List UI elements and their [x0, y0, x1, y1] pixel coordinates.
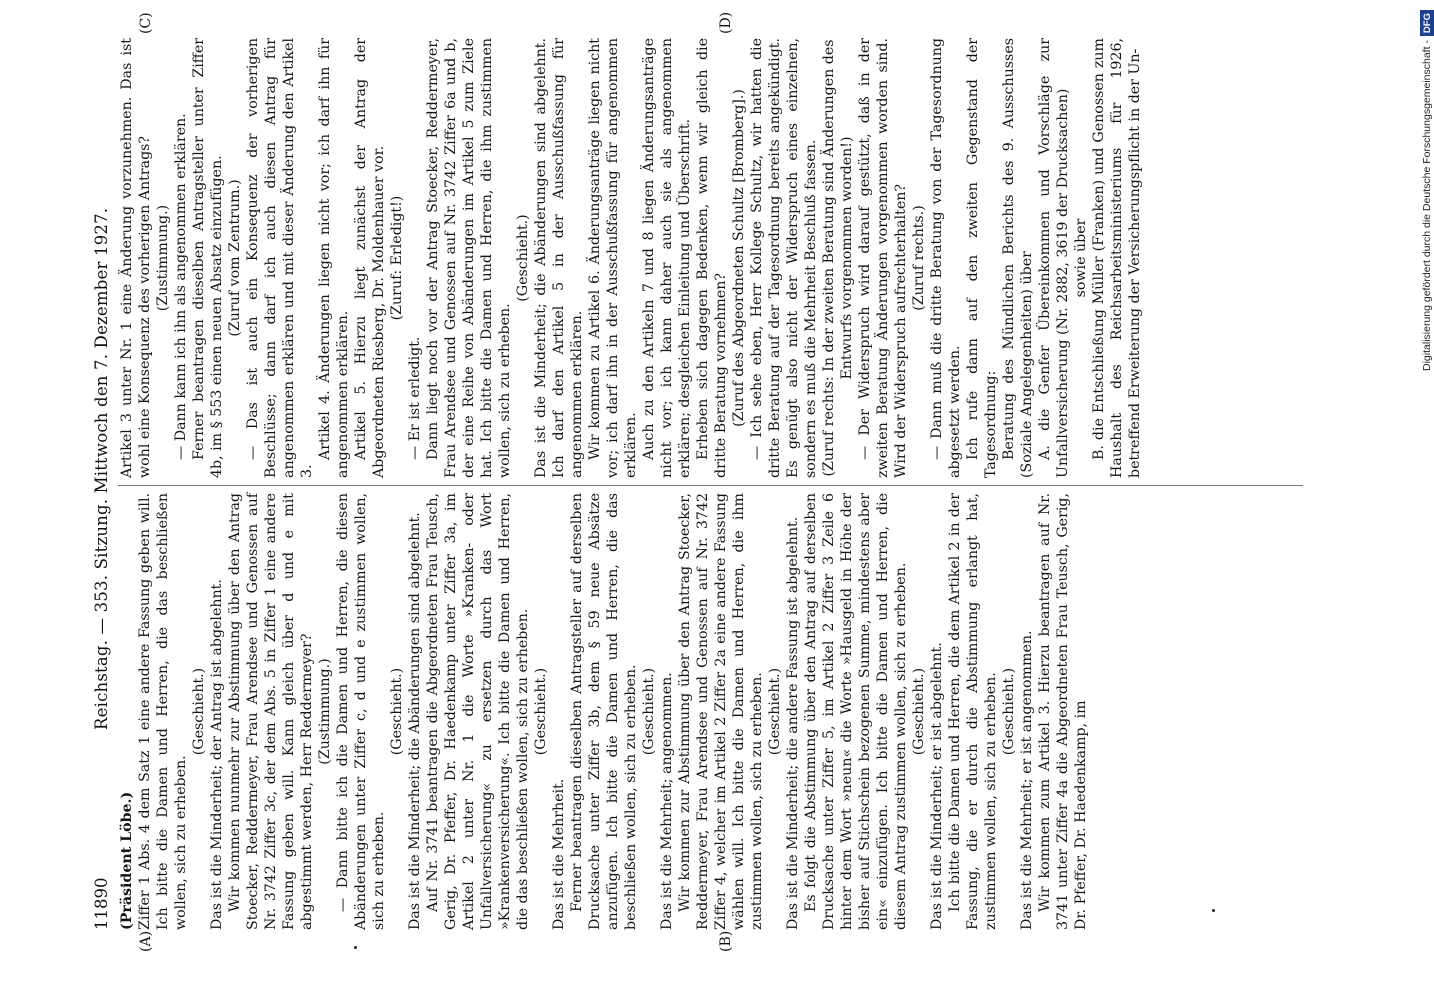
paragraph: Auch zu den Artikeln 7 und 8 liegen Änderungsanträge nicht vor; ich kann daher auch sie als angenommen erklären; desgleichen Einleitung und Überschrift.	[641, 38, 693, 478]
paragraph: Es folgt die Abstimmung über den Antrag auf derselben Drucksache unter Ziffer 5, im Artikel 2 Ziffer 3 Zeile 6 hinter dem Wort »neun« die Worte »Hausgeld in Höhe der bisher auf Stichschein bezogenen Summe, mindestens aber ein« einzufügen. Ich bitte die Damen und Herren, die diesem Antrag zustimmen wollen, sich zu erheben.	[803, 493, 909, 930]
page-number: 11890	[92, 877, 111, 930]
paragraph: Wir kommen nunmehr zur Abstimmung über den Antrag Stoecker, Reddermeyer, Frau Arendsee und Genossen auf Nr. 3742 Ziffer 3c, der dem Abs. 5 in Ziffer 1 eine andere Fassung geben will. Kann gleich über d und e mit abgestimmt werden, Herr Reddermeyer?	[227, 493, 315, 930]
stage-direction: (Geschieht.)	[641, 667, 657, 756]
stage-direction: (Geschieht.)	[767, 667, 783, 756]
paragraph: Das ist die Minderheit; er ist abgelehnt.	[929, 642, 945, 930]
stage-direction: (Zustimmung.)	[155, 204, 171, 312]
paragraph: Das ist die Minderheit; die Abänderungen sind abgelehnt. Ich darf den Artikel 5 in der Ausschußfassung für angenommen erklären.	[533, 38, 585, 478]
stage-direction: (Zuruf des Abgeordneten Schultz [Bromberg].)	[731, 89, 747, 427]
credit-text: Digitalisierung gefördert durch die Deutsche Forschungsgemeinschaft -	[1421, 40, 1433, 371]
paragraph: Ferner beantragen dieselben Antragsteller unter Ziffer 4b, im § 553 einen neuen Absatz einzufügen.	[191, 38, 225, 478]
paragraph: — Dann kann ich ihn als angenommen erklären.	[173, 113, 189, 460]
paragraph: Artikel 4. Änderungen liegen nicht vor; ich darf ihn für angenommen erklären.	[317, 38, 351, 478]
digitization-footer	[1419, 10, 1434, 995]
stage-direction: (Geschieht.)	[515, 214, 531, 302]
stage-direction: (Geschieht.)	[1001, 667, 1017, 756]
paragraph: Das ist die Minderheit; die Abänderungen sind abgelehnt.	[407, 512, 423, 930]
paragraph: B. die Entschließung Müller (Franken) und Genossen zum Haushalt des Reichsarbeitsministeriums für 1926, betreffend Erweiterung der Versicherungspflicht in der Un-	[1091, 38, 1143, 478]
margin-marker-c: (C)	[138, 12, 154, 34]
right-column	[118, 38, 1144, 478]
dfg-logo: DFG	[1420, 10, 1434, 36]
paragraph: — Er ist erledigt.	[407, 336, 423, 460]
margin-marker-b: (B)	[718, 930, 734, 952]
paragraph: Wir kommen zu Artikel 6. Änderungsanträge liegen nicht vor; ich darf ihn in der Ausschußfassung für angenommen erklären.	[587, 38, 639, 478]
paragraph: Ziffer 1 Abs. 4 dem Satz 1 eine andere Fassung geben will. Ich bitte die Damen und Herren, die das beschließen wollen, sich zu erheben.	[137, 493, 189, 930]
paragraph: — Das ist auch ein Konsequenz der vorherigen Beschlüsse; dann darf ich auch diesen Antrag für angenommen erklären und mit dieser Änderung den Artikel 3.	[245, 38, 315, 478]
paragraph: — Ich sehe eben, Herr Kollege Schultz, wir hatten die dritte Beratung auf der Tagesordnung bereits angekündigt. Es genügt also nicht der Widerspruch eines einzelnen, sondern es muß die Mehrheit Beschluß fassen.	[749, 38, 819, 478]
paragraph: Ferner beantragen dieselben Antragsteller auf derselben Drucksache unter Ziffer 3b, dem § 59 neue Absätze anzufügen. Ich bitte die Damen und Herren, die das beschließen wollen, sich zu erheben.	[569, 493, 639, 930]
stage-direction: (Geschieht.)	[911, 667, 927, 756]
session-title: Reichstag. — 353. Sitzung. Mittwoch den 7. Dezember 1927.	[92, 207, 111, 730]
paragraph: — Dann bitte ich die Damen und Herren, die diesen Abänderungen unter Ziffer c, d und e zustimmen wollen, sich zu erheben.	[335, 493, 387, 930]
paragraph: Beratung des Mündlichen Berichts des 9. Ausschusses (Soziale Angelegenheiten) über	[1001, 38, 1035, 478]
paragraph: Das ist die Mehrheit; er ist angenommen.	[1019, 630, 1035, 930]
paragraph: (Präsident Löbe.)	[119, 791, 135, 930]
paragraph: A. die Genfer Übereinkommen und Vorschläge zur Unfallversicherung (Nr. 2882, 3619 der Drucksachen)	[1037, 38, 1071, 478]
stage-direction: (Zuruf rechts: In der zweiten Beratung sind Änderungen des Entwurfs vorgenommen worden!)	[821, 39, 855, 477]
paragraph: Das ist die Minderheit; der Antrag ist abgelehnt.	[209, 579, 225, 930]
margin-marker-d: (D)	[718, 11, 734, 34]
paragraph: Artikel 5. Hierzu liegt zunächst der Antrag der Abgeordneten Riesberg, Dr. Moldenhauer vor.	[353, 38, 387, 478]
stage-direction: (Zuruf vom Zentrum.)	[227, 179, 243, 337]
paragraph: Das ist die Mehrheit.	[551, 778, 567, 930]
stage-direction: (Geschieht.)	[533, 667, 549, 756]
credit-line	[1419, 10, 1434, 995]
stage-direction: (Zuruf rechts.)	[911, 205, 927, 311]
paragraph: Erheben sich dagegen Bedenken, wenn wir gleich die dritte Beratung vornehmen?	[695, 38, 729, 478]
stage-direction: (Geschieht.)	[389, 667, 405, 756]
paragraph: Das ist die Mehrheit; angenommen.	[659, 672, 675, 930]
paragraph: Dann liegt noch vor der Antrag Stoecker, Reddermeyer, Frau Arendsee und Genossen auf Nr. 3742 Ziffer 6a und b, der eine Reihe von Abänderungen im Artikel 5 zum Ziele hat. Ich bitte die Damen und Herren, die ihm zustimmen wollen, sich zu erheben.	[425, 38, 513, 478]
stage-direction: sowie über	[1073, 218, 1089, 298]
left-column	[118, 493, 1090, 930]
stage-direction: (Geschieht.)	[191, 667, 207, 756]
column-divider	[118, 485, 1303, 486]
paragraph: Ich rufe dann auf den zweiten Gegenstand der Tagesordnung:	[965, 38, 999, 478]
paragraph: Artikel 3 unter Nr. 1 eine Änderung vorzunehmen. Das ist wohl eine Konsequenz des vorherigen Antrags?	[119, 38, 153, 478]
stage-direction: (Zuruf: Erledigt!)	[389, 195, 405, 321]
paragraph: Wir kommen zur Abstimmung über den Antrag Stoecker, Reddermeyer, Frau Arendsee und Genossen auf Nr. 3742 Ziffer 4, welcher im Artikel 2 Ziffer 2a eine andere Fassung wählen will. Ich bitte die Damen und Herren, die ihm zustimmen wollen, sich zu erheben.	[677, 493, 765, 930]
paragraph: Das ist die Minderheit; die andere Fassung ist abgelehnt.	[785, 516, 801, 930]
paragraph: — Dann muß die dritte Beratung von der Tagesordnung abgesetzt werden.	[929, 38, 963, 478]
paragraph: Ich bitte die Damen und Herren, die dem Artikel 2 in der Fassung, die er durch die Abstimmung erlangt hat, zustimmen wollen, sich zu erheben.	[947, 493, 999, 930]
margin-marker-a: (A)	[138, 930, 154, 952]
print-speck	[354, 946, 357, 949]
print-speck	[1212, 909, 1215, 912]
paragraph: — Der Widerspruch wird darauf gestützt, daß in der zweiten Beratung Änderungen vorgenommen worden sind. Wird der Widerspruch aufrechterhalten?	[857, 38, 909, 478]
paragraph: Auf Nr. 3741 beantragen die Abgeordneten Frau Teusch, Gerig, Dr. Pfeffer, Dr. Haedenkamp unter Ziffer 3a, im Artikel 2 unter Nr. 1 die Worte »Kranken- oder Unfallversicherung« zu ersetzen durch das Wort »Krankenversicherung«. Ich bitte die Damen und Herren, die das beschließen wollen, sich zu erheben.	[425, 493, 531, 930]
paragraph: Wir kommen zum Artikel 3. Hierzu beantragen auf Nr. 3741 unter Ziffer 4a die Abgeordneten Frau Teusch, Gerig, Dr. Pfeffer, Dr. Haedenkamp, im	[1037, 493, 1089, 930]
running-header	[92, 0, 114, 930]
stage-direction: (Zustimmung.)	[317, 658, 333, 765]
